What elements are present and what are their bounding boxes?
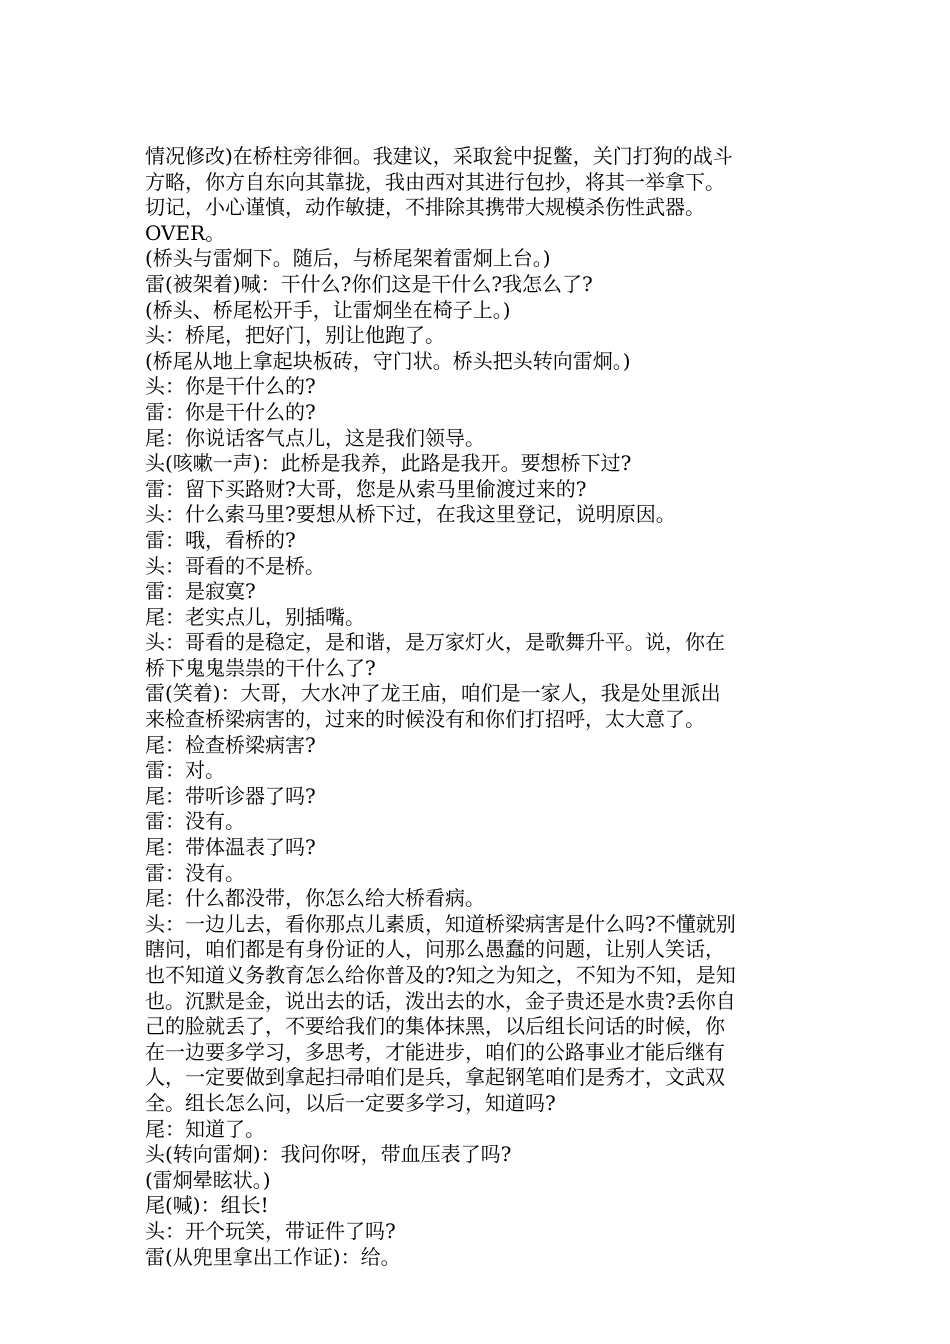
- text-line: 人，一定要做到拿起扫帚咱们是兵，拿起钢笔咱们是秀才，文武双: [145, 1065, 725, 1090]
- text-line: 也不知道义务教育怎么给你普及的?知之为知之，不知为不知，是知: [145, 963, 736, 987]
- text-line: 头(转向雷炯)：我问你呀，带血压表了吗?: [145, 1142, 512, 1167]
- text-line: (雷炯晕眩状。): [145, 1167, 271, 1192]
- text-line: 方略，你方自东向其靠拢，我由西对其进行包抄，将其一举拿下。: [145, 169, 725, 194]
- text-line: 雷：留下买路财?大哥，您是从索马里偷渡过来的?: [145, 476, 587, 501]
- text-line: 在一边要多学习，多思考，才能进步，咱们的公路事业才能后继有: [145, 1039, 725, 1064]
- text-line: 瞎问，咱们都是有身份证的人，问那么愚蠢的问题，让别人笑话，: [145, 937, 725, 962]
- text-line: (桥头、桥尾松开手，让雷炯坐在椅子上。): [145, 297, 511, 322]
- text-line: 头：开个玩笑，带证件了吗?: [145, 1218, 396, 1243]
- text-line: 雷：你是干什么的?: [145, 399, 316, 424]
- text-line: 己的脸就丢了，不要给我们的集体抹黑，以后组长问话的时候，你: [145, 1014, 725, 1039]
- text-line: (桥头与雷炯下。随后，与桥尾架着雷炯上台。): [145, 246, 551, 271]
- text-line: 头：一边儿去，看你那点儿素质，知道桥梁病害是什么吗?不懂就别: [145, 911, 736, 936]
- text-line: 切记，小心谨慎，动作敏捷，不排除其携带大规模杀伤性武器。: [145, 195, 705, 220]
- text-line: 尾：知道了。: [145, 1116, 265, 1141]
- text-line: 头：哥看的是稳定，是和谐，是万家灯火，是歌舞升平。说，你在: [145, 630, 725, 655]
- text-line: 雷(从兜里拿出工作证)：给。: [145, 1244, 401, 1269]
- text-line: 雷：没有。: [145, 860, 245, 885]
- text-line: 尾：老实点儿，别插嘴。: [145, 604, 365, 629]
- text-line: 情况修改)在桥柱旁徘徊。我建议，采取瓮中捉鳖，关门打狗的战斗: [145, 144, 733, 168]
- text-line: 桥下鬼鬼祟祟的干什么了?: [145, 655, 376, 680]
- text-line: 全。组长怎么问，以后一定要多学习，知道吗?: [145, 1090, 556, 1115]
- text-line: 尾：什么都没带，你怎么给大桥看病。: [145, 886, 485, 911]
- text-line: 头(咳嗽一声)：此桥是我养，此路是我开。要想桥下过?: [145, 451, 632, 476]
- text-line: 雷：没有。: [145, 809, 245, 834]
- text-line: 雷(被架着)喊：干什么?你们这是干什么?我怎么了?: [145, 271, 593, 296]
- script-text: [145, 144, 815, 1270]
- text-line: 尾：带体温表了吗?: [145, 835, 316, 860]
- text-line: 头：桥尾，把好门，别让他跑了。: [145, 323, 445, 348]
- text-line: 尾：你说话客气点儿，这是我们领导。: [145, 425, 485, 450]
- text-line: 雷：对。: [145, 758, 225, 783]
- text-line: (桥尾从地上拿起块板砖，守门状。桥头把头转向雷炯。): [145, 348, 631, 373]
- text-line: 尾(喊)：组长!: [145, 1193, 269, 1218]
- text-line: 雷：哦，看桥的?: [145, 527, 296, 552]
- text-line: 头：你是干什么的?: [145, 374, 316, 399]
- text-line: 雷(笑着)：大哥，大水冲了龙王庙，咱们是一家人，我是处里派出: [145, 681, 721, 706]
- text-line: 尾：带听诊器了吗?: [145, 783, 316, 808]
- text-line: 头：哥看的不是桥。: [145, 553, 325, 578]
- text-line: OVER。: [145, 220, 226, 245]
- text-line: 也。沉默是金，说出去的话，泼出去的水，金子贵还是水贵?丢你自: [145, 988, 736, 1013]
- text-line: 尾：检查桥梁病害?: [145, 732, 316, 757]
- text-line: 来检查桥梁病害的，过来的时候没有和你们打招呼，太大意了。: [145, 707, 705, 732]
- text-line: 雷：是寂寞?: [145, 579, 256, 604]
- text-line: 头：什么索马里?要想从桥下过，在我这里登记，说明原因。: [145, 502, 676, 527]
